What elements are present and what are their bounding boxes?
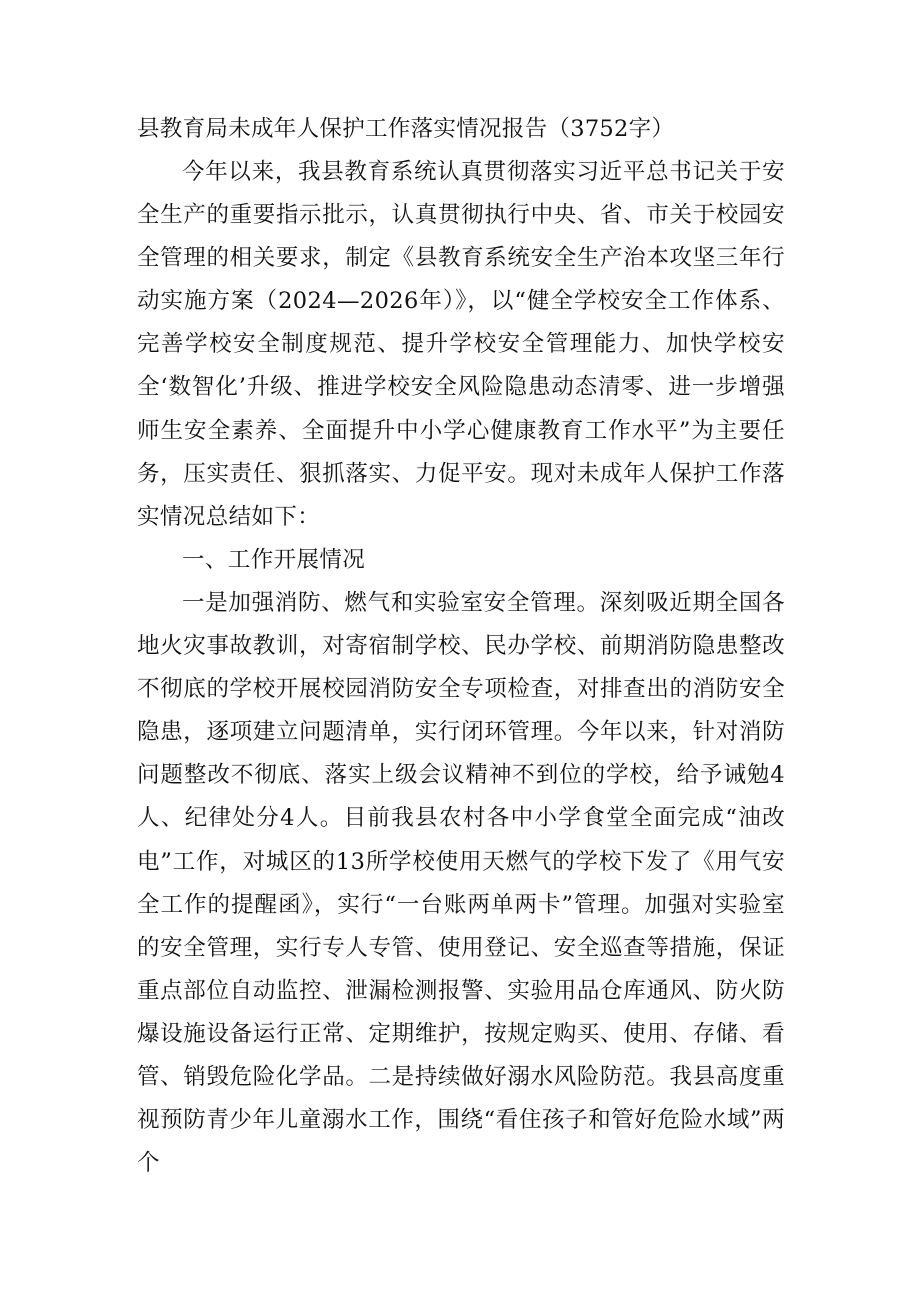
body-paragraph: 一是加强消防、燃气和实验室安全管理。深刻吸近期全国各地火灾事故教训，对寄宿制学校、民办学校、前期消防隐患整改不彻底的学校开展校园消防安全专项检查，对排查出的消防安全隐患，逐项建立问题清单，实行闭环管理。今年以来，针对消防问题整改不彻底、落实上级会议精神不到位的学校，给予诫勉4人、纪律处分4人。目前我县农村各中小学食堂全面完成“油改电”工作，对城区的13所学校使用天燃气的学校下发了《用气安全工作的提醒函》，实行“一台账两单两卡”管理。加强对实验室的安全管理，实行专人专管、使用登记、安全巡查等措施，保证重点部位自动监控、泄漏检测报警、实验用品仓库通风、防火防爆设施设备运行正常、定期维护，按规定购买、使用、存储、看管、销毁危险化学品。二是持续做好溺水风险防范。我县高度重视预防青少年儿童溺水工作，围绕“看住孩子和管好危险水域”两个	[137, 589, 785, 1177]
document-title: 县教育局未成年人保护工作落实情况报告（3752字）	[137, 116, 675, 142]
document-body	[137, 107, 785, 1185]
section-heading: 一、工作开展情况	[182, 546, 366, 573]
intro-paragraph: 今年以来，我县教育系统认真贯彻落实习近平总书记关于安全生产的重要指示批示，认真贯彻执行中央、省、市关于校园安全管理的相关要求，制定《县教育系统安全生产治本攻坚三年行动实施方案（2024—2026年）》，以“健全学校安全工作体系、完善学校安全制度规范、提升学校安全管理能力、加快学校安全‘数智化’升级、推进学校安全风险隐患动态清零、进一步增强师生安全素养、全面提升中小学心健康教育工作水平”为主要任务，压实责任、狠抓落实、力促平安。现对未成年人保护工作落实情况总结如下：	[137, 159, 785, 530]
